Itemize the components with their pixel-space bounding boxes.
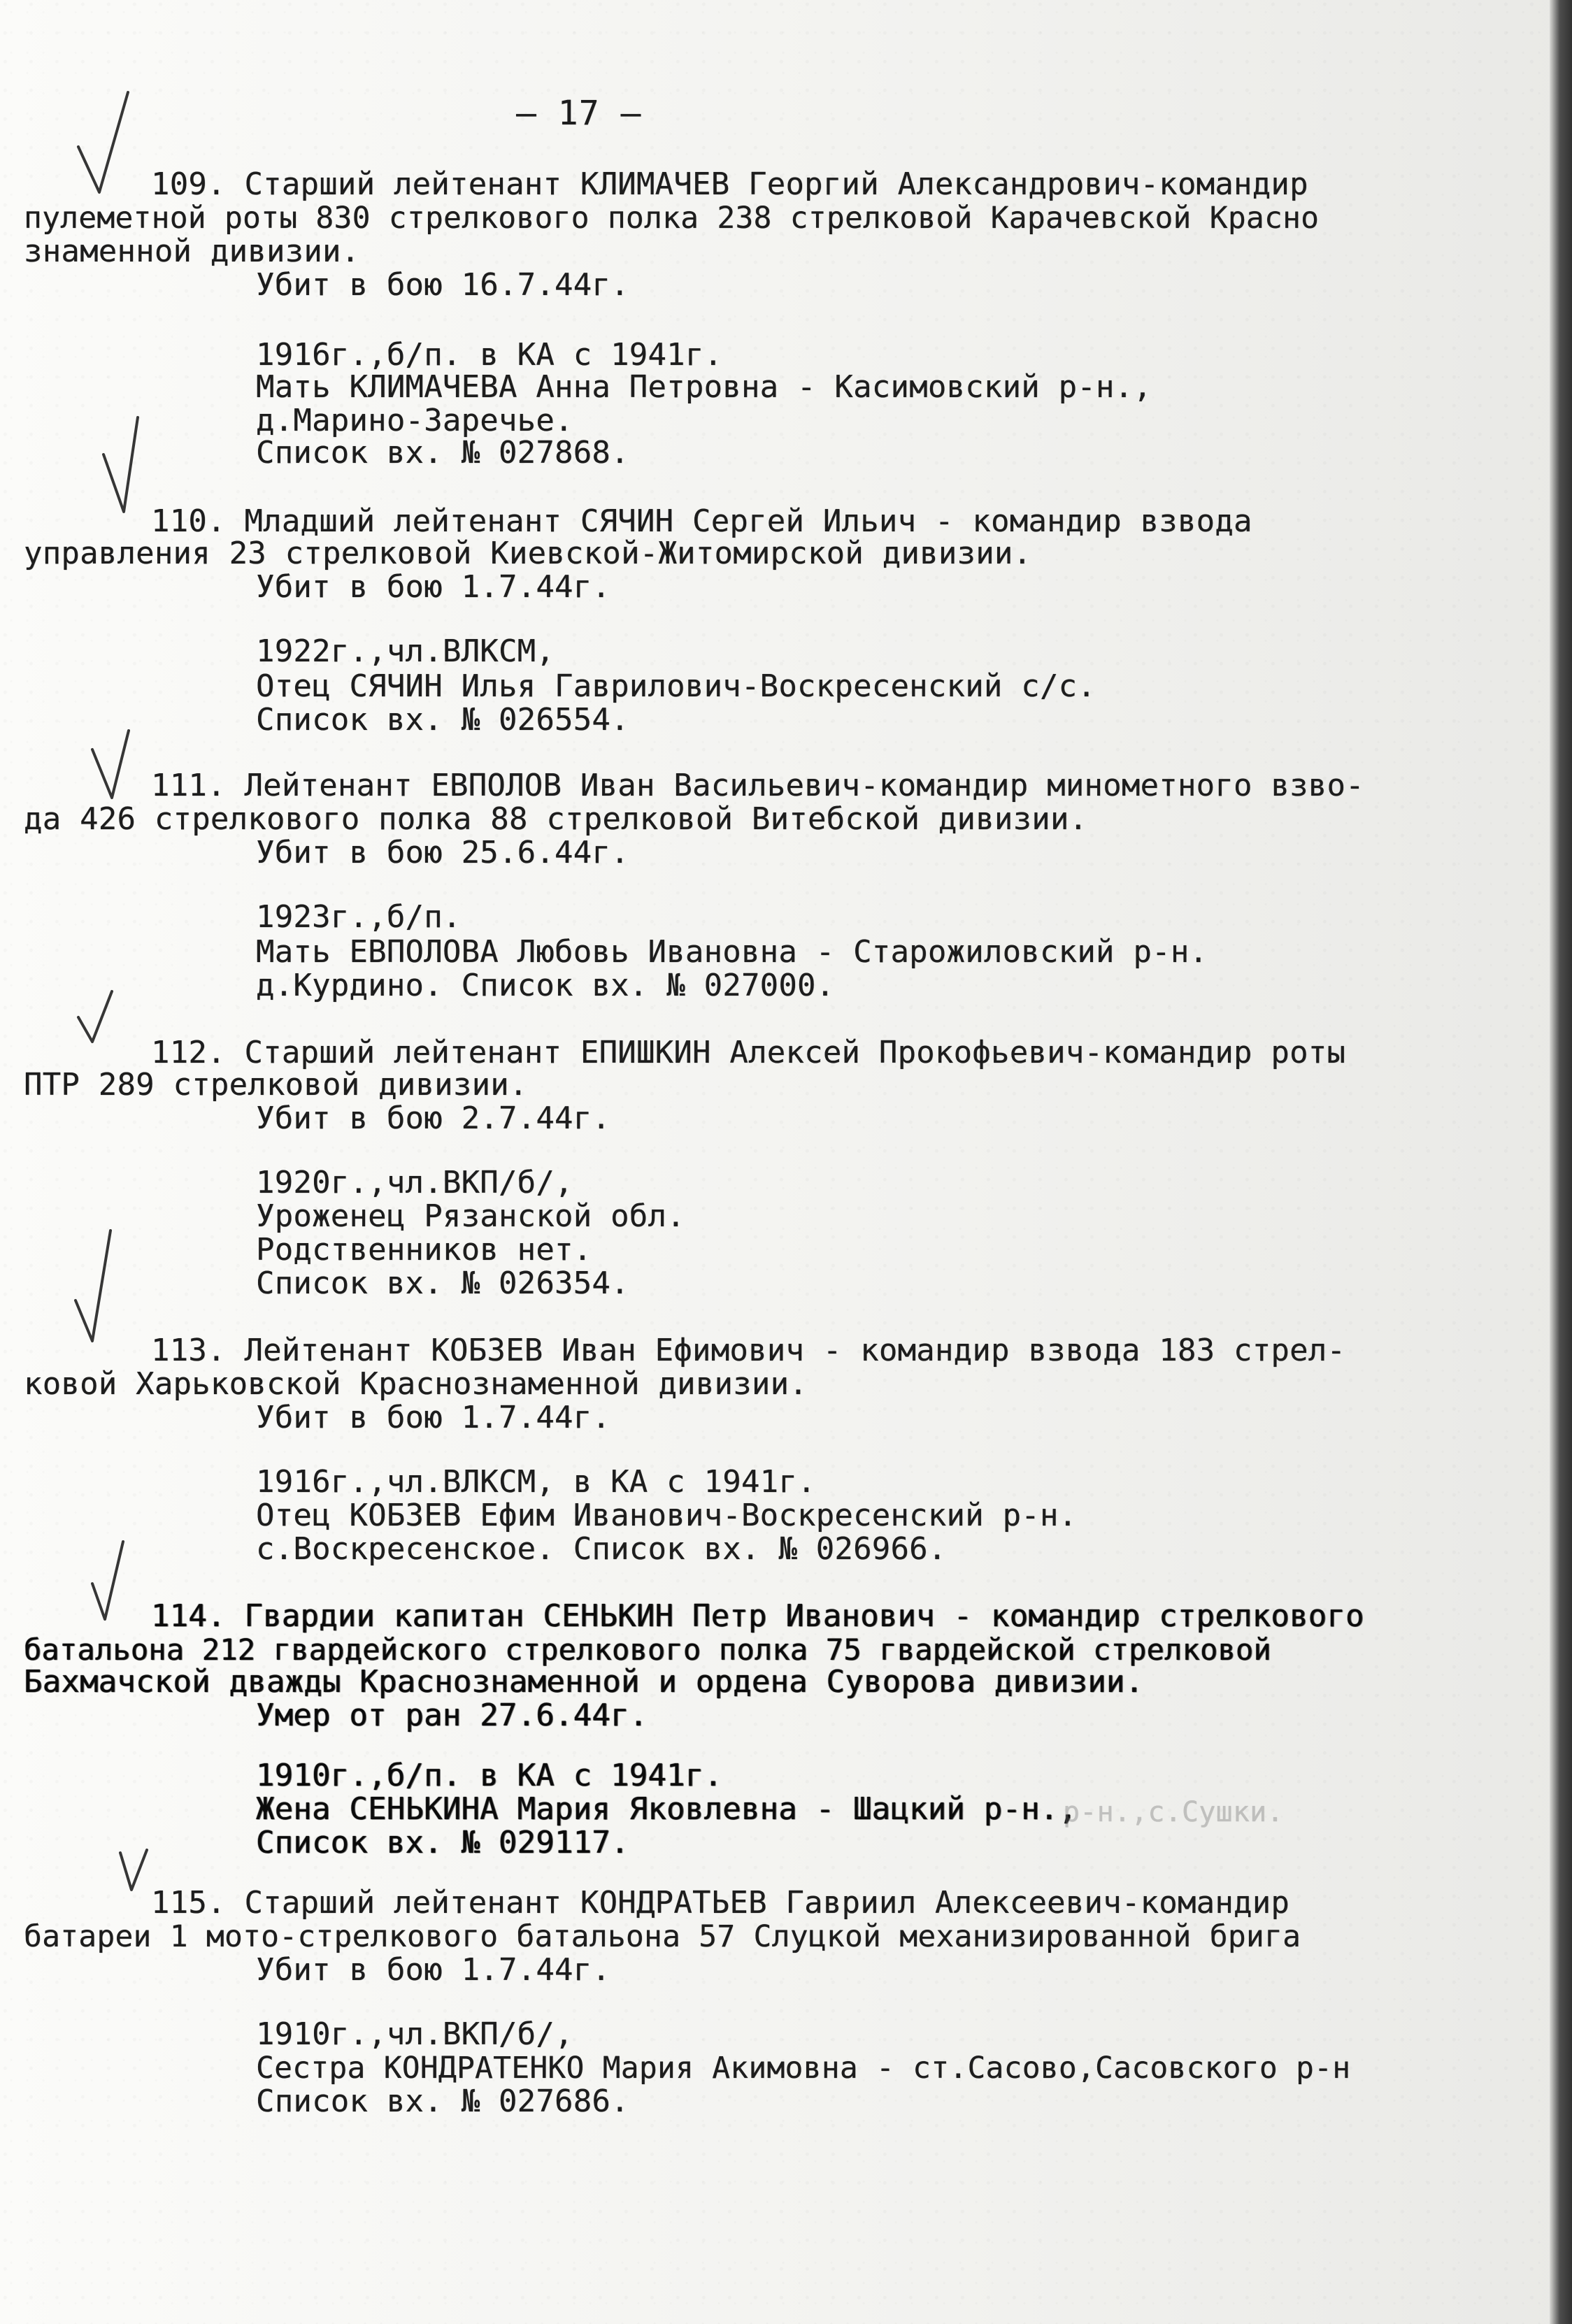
entry-112-line-2: ПТР 289 стрелковой дивизии.: [24, 1067, 528, 1103]
entry-114-line-4: Умер от ран 27.6.44г.: [256, 1698, 648, 1733]
entry-110-line-2: управления 23 стрелковой Киевской-Житомирской дивизии.: [24, 536, 1032, 571]
entry-110-line-6: Список вх. № 026554.: [256, 702, 629, 738]
entry-111-line-3: Убит в бою 25.6.44г.: [256, 835, 629, 870]
entry-110-line-3: Убит в бою 1.7.44г.: [256, 569, 611, 605]
entry-110-line-1: 110. Младший лейтенант СЯЧИН Сергей Ильич - командир взвода: [151, 503, 1252, 539]
entry-112-line-3: Убит в бою 2.7.44г.: [256, 1100, 611, 1136]
faint-ghost-text: р-н.,с.Сушки.: [1063, 1796, 1284, 1828]
entry-109-line-5: 1916г.,б/п. в КА с 1941г.: [256, 337, 723, 373]
page-number: — 17 —: [516, 94, 642, 133]
entry-114-line-7: Список вх. № 029117.: [256, 1825, 629, 1860]
entry-115-line-6: Список вх. № 027686.: [256, 2083, 629, 2119]
entry-109-line-6: Мать КЛИМАЧЕВА Анна Петровна - Касимовский р-н.,: [256, 369, 1152, 405]
entry-112-line-6: Родственников нет.: [256, 1232, 592, 1268]
entry-115-line-5: Сестра КОНДРАТЕНКО Мария Акимовна - ст.Сасово,Сасовского р-н: [256, 2051, 1351, 2086]
entry-113-line-2: ковой Харьковской Краснознаменной дивизии.: [24, 1366, 808, 1402]
entry-113-line-1: 113. Лейтенант КОБЗЕВ Иван Ефимович - командир взвода 183 стрел-: [151, 1333, 1346, 1368]
entry-111-line-1: 111. Лейтенант ЕВПОЛОВ Иван Васильевич-командир минометного взво-: [151, 768, 1364, 803]
entry-114-line-3: Бахмачской дважды Краснознаменной и ордена Суворова дивизии.: [24, 1664, 1144, 1700]
entry-109-line-1: 109. Старший лейтенант КЛИМАЧЕВ Георгий Александрович-командир: [151, 166, 1308, 202]
entry-115-line-4: 1910г.,чл.ВКП/б/,: [256, 2016, 573, 2052]
entry-113-line-4: 1916г.,чл.ВЛКСМ, в КА с 1941г.: [256, 1464, 816, 1500]
entry-113-line-6: с.Воскресенское. Список вх. № 026966.: [256, 1531, 947, 1567]
entry-109-line-2: пулеметной роты 830 стрелкового полка 238 стрелковой Карачевской Красно: [24, 201, 1320, 236]
entry-109-line-4: Убит в бою 16.7.44г.: [256, 267, 629, 303]
entry-114-line-2: батальона 212 гвардейского стрелкового полка 75 гвардейской стрелковой: [24, 1633, 1272, 1667]
entry-111-line-5: Мать ЕВПОЛОВА Любовь Ивановна - Старожиловский р-н.: [256, 934, 1208, 970]
entry-111-line-2: да 426 стрелкового полка 88 стрелковой Витебской дивизии.: [24, 801, 1088, 837]
entry-113-line-3: Убит в бою 1.7.44г.: [256, 1400, 611, 1435]
entry-110-line-4: 1922г.,чл.ВЛКСМ,: [256, 633, 555, 669]
entry-111-line-4: 1923г.,б/п.: [256, 899, 462, 935]
entry-112-line-1: 112. Старший лейтенант ЕПИШКИН Алексей Прокофьевич-командир роты: [151, 1035, 1346, 1070]
entry-114-line-1: 114. Гвардии капитан СЕНЬКИН Петр Иванович - командир стрелкового: [151, 1598, 1364, 1634]
entry-111-line-6: д.Курдино. Список вх. № 027000.: [256, 968, 835, 1003]
entry-115-line-3: Убит в бою 1.7.44г.: [256, 1952, 611, 1988]
entry-112-line-5: Уроженец Рязанской обл.: [256, 1198, 685, 1234]
entry-109-line-7: д.Марино-Заречье.: [256, 403, 573, 438]
entry-109-line-3: знаменной дивизии.: [24, 234, 360, 269]
entry-113-line-5: Отец КОБЗЕВ Ефим Иванович-Воскресенский р-н.: [256, 1498, 1078, 1533]
entry-112-line-4: 1920г.,чл.ВКП/б/,: [256, 1165, 573, 1200]
entry-114-line-5: 1910г.,б/п. в КА с 1941г.: [256, 1758, 723, 1793]
entry-109-line-8: Список вх. № 027868.: [256, 435, 629, 471]
entry-112-line-7: Список вх. № 026354.: [256, 1265, 629, 1301]
entry-110-line-5: Отец СЯЧИН Илья Гаврилович-Воскресенский с/с.: [256, 668, 1096, 704]
entry-114-line-6: Жена СЕНЬКИНА Мария Яковлевна - Шацкий р-н.,: [256, 1791, 1078, 1827]
entry-115-line-1: 115. Старший лейтенант КОНДРАТЬЕВ Гавриил Алексеевич-командир: [151, 1885, 1290, 1921]
entry-115-line-2: батареи 1 мото-стрелкового батальона 57 Слуцкой механизированной брига: [24, 1919, 1301, 1954]
